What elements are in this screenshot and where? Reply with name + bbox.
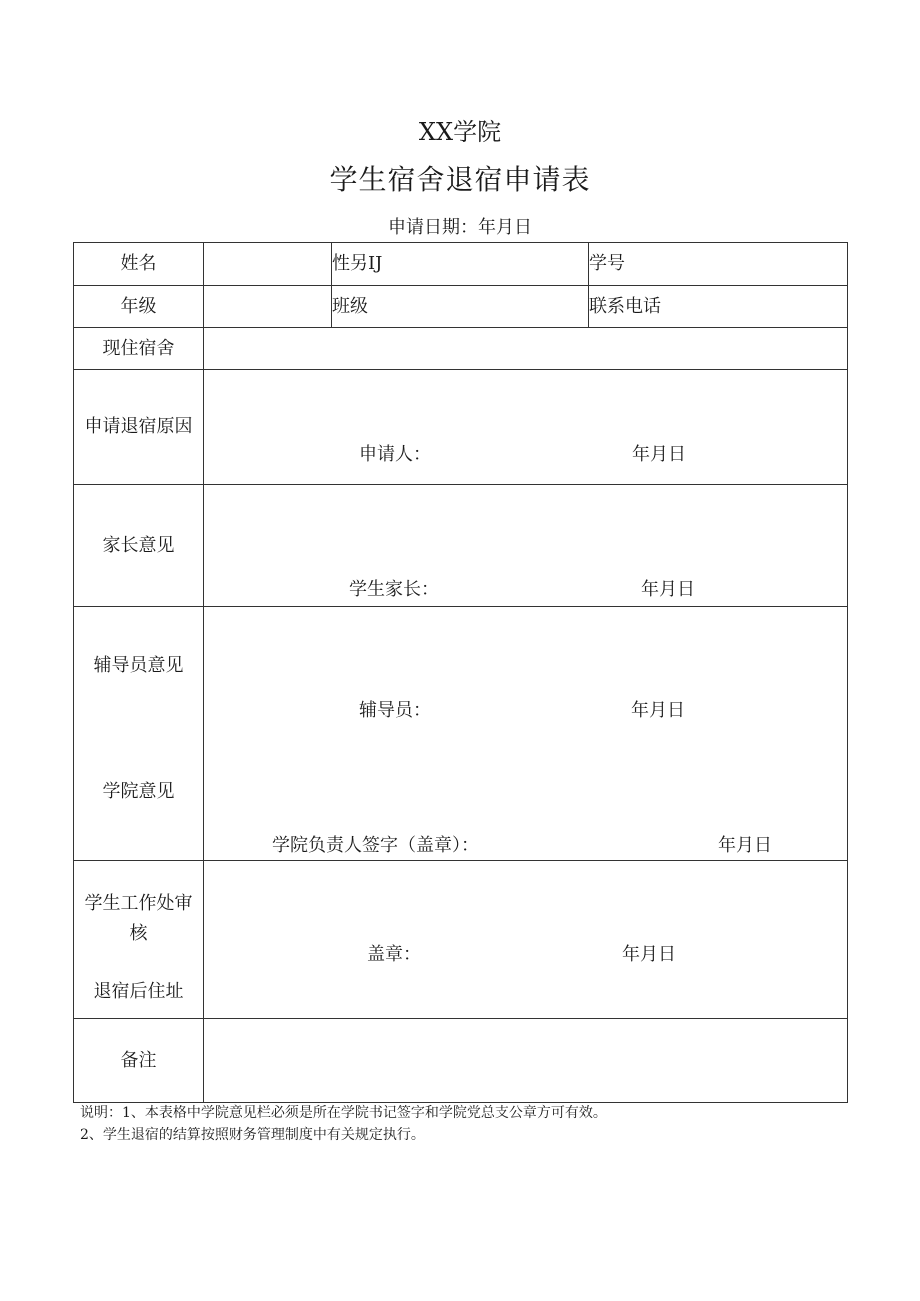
row-current-dorm (74, 328, 848, 370)
parent-field[interactable] (204, 485, 848, 607)
name-field[interactable] (204, 243, 332, 286)
note-line-1: 说明：1、本表格中学院意见栏必须是所在学院书记签字和学院党总支公章方可有效。 (80, 1105, 607, 1121)
name-label: 姓名 (74, 243, 204, 286)
reason-signer: 申请人： (359, 444, 431, 465)
parent-label: 家长意见 (74, 485, 204, 607)
college-date: 年月日 (718, 835, 772, 856)
counselor-label: 辅导员意见 (93, 655, 184, 676)
note-line-2: 2、学生退宿的结算按照财务管理制度中有关规定执行。 (80, 1127, 425, 1143)
current-dorm-field[interactable] (204, 328, 848, 370)
gender-label: 性另IJ (332, 243, 589, 286)
apply-date: 申请日期：年月日 (388, 217, 532, 238)
student-id-label: 学号 (589, 243, 848, 286)
student-affairs-label-cell (74, 861, 204, 1019)
remarks-label: 备注 (74, 1019, 204, 1103)
counselor-college-label-cell (74, 607, 204, 861)
counselor-signer: 辅导员： (359, 700, 431, 721)
notes (80, 1102, 607, 1146)
phone-label: 联系电话 (589, 286, 848, 328)
reason-date: 年月日 (632, 444, 686, 465)
student-affairs-signer: 盖章： (367, 944, 421, 965)
dorm-checkout-form (73, 242, 848, 1103)
grade-field[interactable] (204, 286, 332, 328)
class-label: 班级 (332, 286, 589, 328)
parent-signer: 学生家长： (349, 579, 439, 600)
reason-field[interactable] (204, 370, 848, 485)
row-counselor-college (74, 607, 848, 861)
row-grade (74, 286, 848, 328)
counselor-date: 年月日 (631, 700, 685, 721)
row-reason (74, 370, 848, 485)
college-label: 学院意见 (102, 781, 175, 802)
counselor-college-field[interactable] (204, 607, 848, 861)
form-title: 学生宿舍退宿申请表 (329, 163, 591, 196)
row-name (74, 243, 848, 286)
school-name: XX学院 (418, 118, 502, 146)
college-signer: 学院负责人签字（盖章）： (272, 835, 479, 856)
row-student-affairs (74, 861, 848, 1019)
row-remarks (74, 1019, 848, 1103)
parent-date: 年月日 (641, 579, 695, 600)
current-dorm-label: 现住宿舍 (74, 328, 204, 370)
grade-label: 年级 (74, 286, 204, 328)
remarks-field[interactable] (204, 1019, 848, 1103)
reason-label: 申请退宿原因 (74, 370, 204, 485)
student-affairs-label: 学生工作处审核 (84, 893, 193, 944)
student-affairs-date: 年月日 (622, 944, 676, 965)
student-affairs-field[interactable] (204, 861, 848, 1019)
row-parent (74, 485, 848, 607)
new-address-label: 退宿后住址 (93, 981, 184, 1002)
